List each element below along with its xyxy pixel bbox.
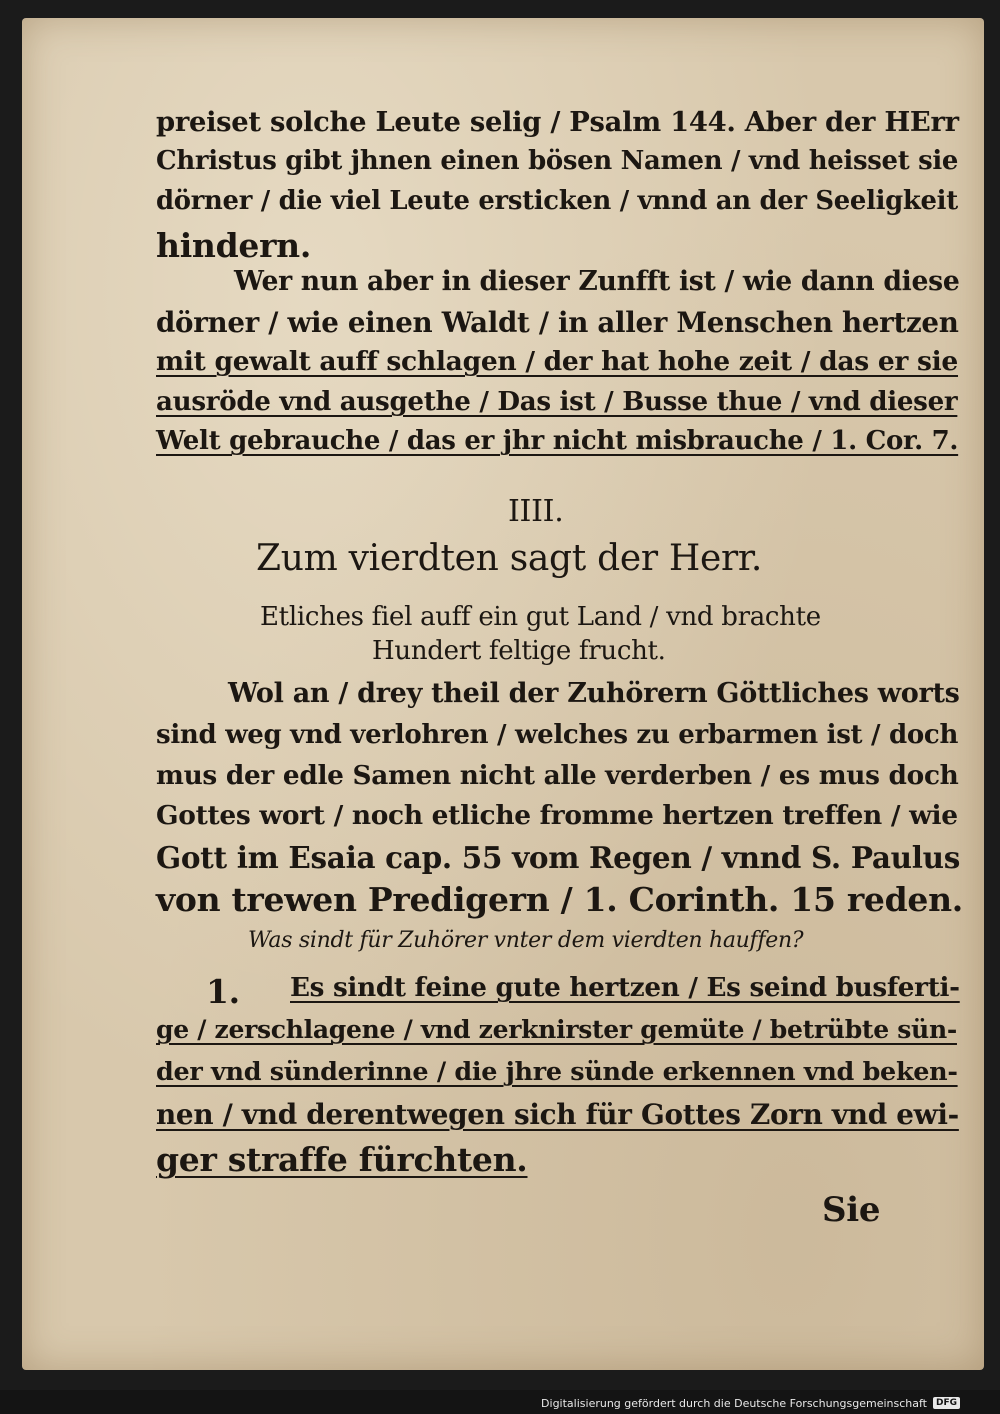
text-line: Es sindt feine gute hertzen / Es seind busferti- [290,972,960,1003]
text-line: dörner / die viel Leute ersticken / vnnd an der Seeligkeit [156,186,958,216]
text-line: mit gewalt auff schlagen / der hat hohe zeit / das er sie [156,346,959,377]
text-line: mus der edle Samen nicht alle verderben / es mus doch [156,760,959,791]
dfg-logo: DFG [933,1397,960,1409]
funding-notice: Digitalisierung gefördert durch die Deutsche Forschungsgemeinschaft [541,1396,927,1410]
text-line: sind weg vnd verlohren / welches zu erbarmen ist / doch [156,720,959,750]
text-line: Wol an / drey theil der Zuhörern Göttliches worts [228,678,960,709]
text-line: Gottes wort / noch etliche fromme hertzen treffen / wie [156,800,958,831]
book-page [22,18,984,1370]
text-line: ge / zerschlagene / vnd zerknirster gemüte / betrübte sün- [156,1014,957,1044]
catchword: Sie [822,1190,881,1230]
page-text [22,18,984,1370]
section-heading: Zum vierdten sagt der Herr. [256,538,762,579]
text-line: Wer nun aber in dieser Zunfft ist / wie dann diese [234,266,960,297]
text-line: der vnd sünderinne / die jhre sünde erkennen vnd beken- [156,1056,958,1086]
text-line: von trewen Predigern / 1. Corinth. 15 reden. [156,880,963,919]
question-line: Was sindt für Zuhörer vnter dem vierdten hauffen? [248,928,804,953]
quote-line: Hundert feltige frucht. [372,636,666,666]
text-line: Christus gibt jhnen einen bösen Namen / vnd heisset sie [156,146,959,176]
text-line: ger straffe fürchten. [156,1140,528,1179]
text-line: ausröde vnd ausgethe / Das ist / Busse thue / vnd dieser [156,386,958,417]
attribution-footer [541,1395,960,1411]
list-number: 1. [206,972,240,1011]
text-line: nen / vnd derentwegen sich für Gottes Zorn vnd ewi- [156,1098,959,1131]
text-line: hindern. [156,226,312,265]
quote-line: Etliches fiel auff ein gut Land / vnd brachte [260,602,821,632]
text-line: Welt gebrauche / das er jhr nicht misbrauche / 1. Cor. 7. [156,426,959,456]
text-line: Gott im Esaia cap. 55 vom Regen / vnnd S. Paulus [156,840,960,875]
text-line: dörner / wie einen Waldt / in aller Menschen hertzen [156,306,959,339]
section-number: IIII. [508,494,564,529]
text-line: preiset solche Leute selig / Psalm 144. Aber der HErr [156,106,959,138]
